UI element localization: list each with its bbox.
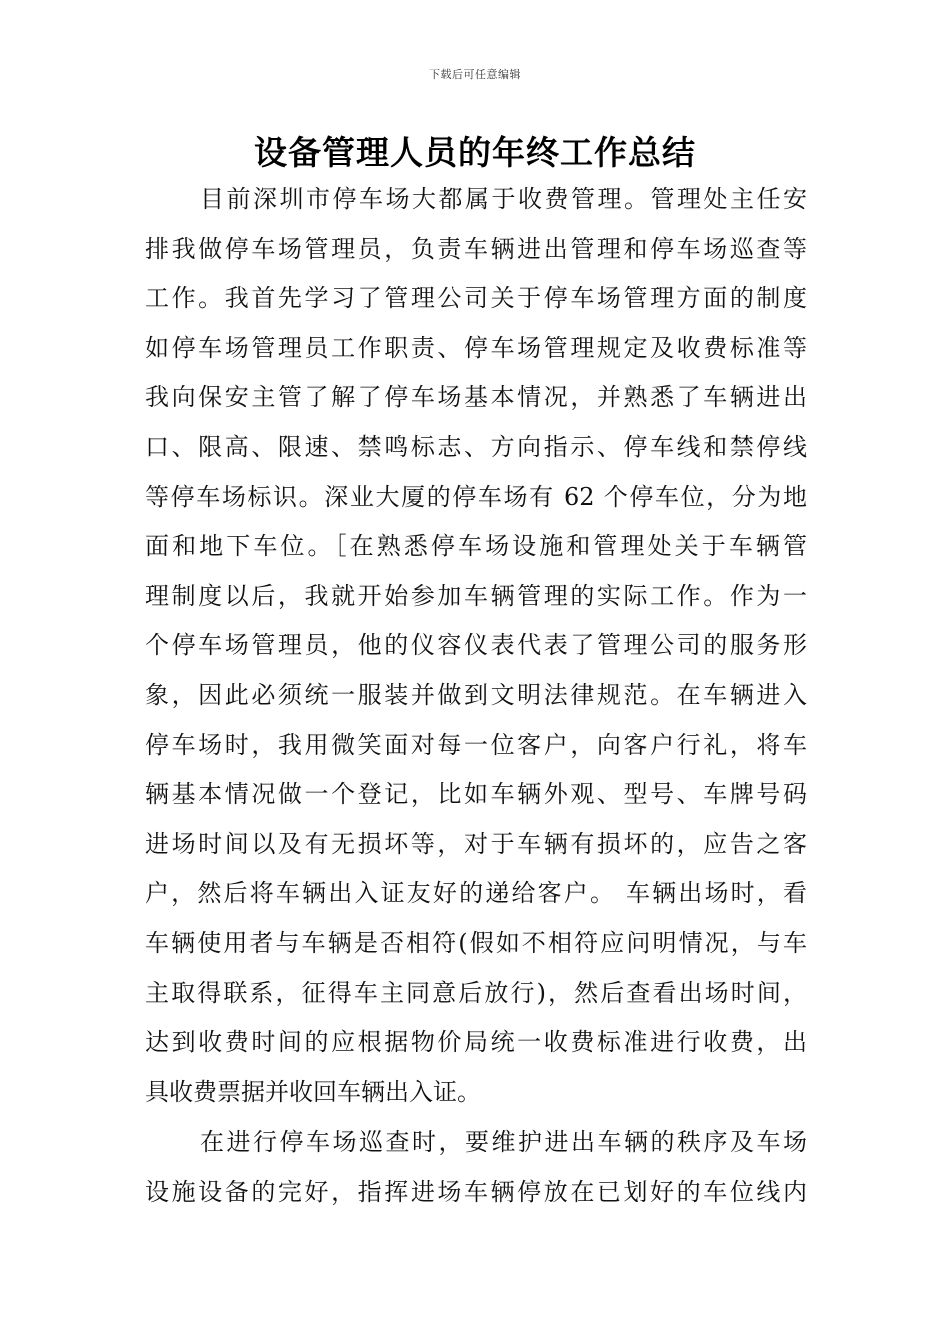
paragraph-line: 设施设备的完好，指挥进场车辆停放在已划好的车位线内 [145,1177,807,1206]
paragraph-line: 辆基本情况做一个登记，比如车辆外观、型号、车牌号码 [145,780,807,809]
paragraph-line: 面和地下车位。［在熟悉停车场设施和管理处关于车辆管 [145,532,807,561]
paragraph-line: 进场时间以及有无损坏等，对于车辆有损坏的，应告之客 [145,829,807,858]
paragraph-line: 具收费票据并收回车辆出入证。 [145,1077,481,1106]
paragraph-line: 工作。我首先学习了管理公司关于停车场管理方面的制度 [145,284,807,313]
header-note: 下载后可任意编辑 [429,68,521,81]
paragraph-line: 在进行停车场巡查时，要维护进出车辆的秩序及车场 [200,1128,807,1156]
paragraph-line: 我向保安主管了解了停车场基本情况，并熟悉了车辆进出 [145,383,807,412]
paragraph-line: 口、限高、限速、禁鸣标志、方向指示、停车线和禁停线 [145,432,807,461]
paragraph-2 [145,1118,807,1217]
paragraph-line: 如停车场管理员工作职责、停车场管理规定及收费标准等 [145,333,807,362]
paragraph-line: 排我做停车场管理员，负责车辆进出管理和停车场巡查等 [145,234,807,263]
paragraph-line: 停车场时，我用微笑面对每一位客户，向客户行礼，将车 [145,730,807,759]
paragraph-line: 象，因此必须统一服装并做到文明法律规范。在车辆进入 [145,680,807,709]
paragraph-line: 等停车场标识。深业大厦的停车场有 62 个停车位，分为地 [145,482,807,511]
paragraph-line: 目前深圳市停车场大都属于收费管理。管理处主任安 [200,185,807,213]
paragraph-line: 户，然后将车辆出入证友好的递给客户。 车辆出场时，看 [145,879,807,908]
paragraph-line: 主取得联系，征得车主同意后放行)，然后查看出场时间， [145,978,807,1007]
paragraph-line: 个停车场管理员，他的仪容仪表代表了管理公司的服务形 [145,631,807,660]
paragraph-line: 达到收费时间的应根据物价局统一收费标准进行收费，出 [145,1028,807,1057]
document-title: 设备管理人员的年终工作总结 [254,133,696,172]
paragraph-line: 车辆使用者与车辆是否相符(假如不相符应问明情况，与车 [145,928,807,957]
paragraph-1 [145,175,807,1117]
paragraph-line: 理制度以后，我就开始参加车辆管理的实际工作。作为一 [145,581,807,610]
